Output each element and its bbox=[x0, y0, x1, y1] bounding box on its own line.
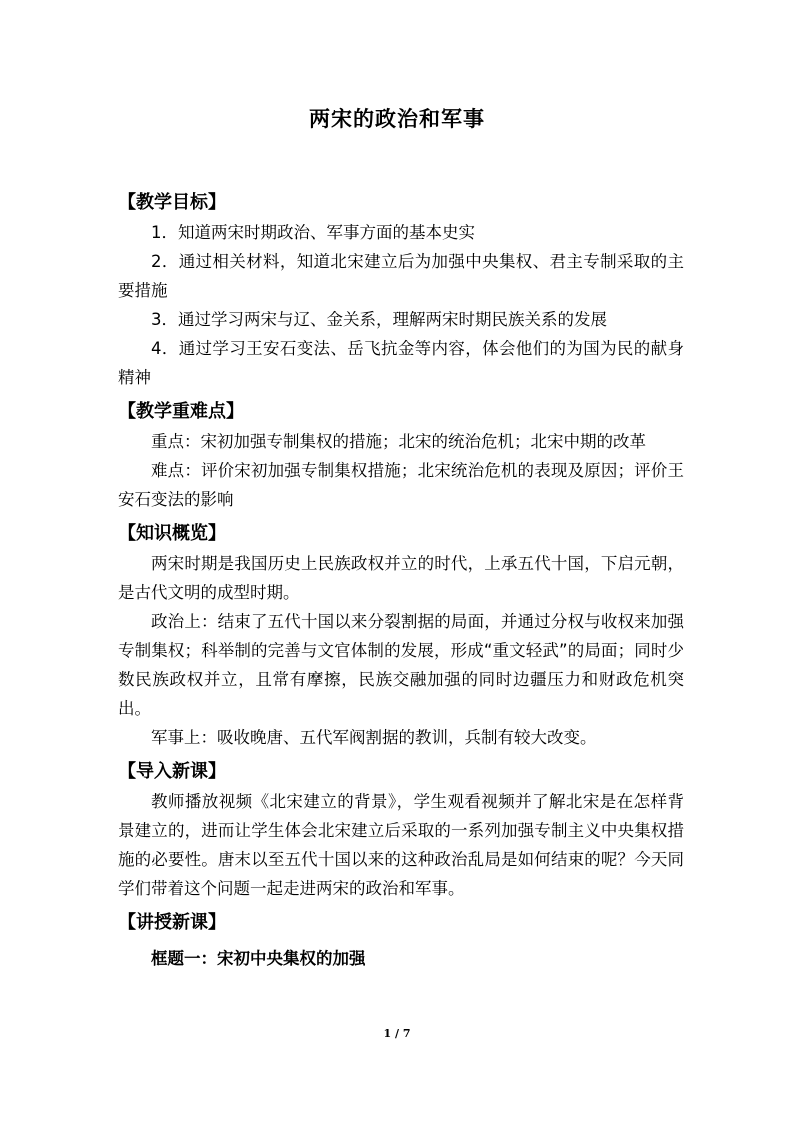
section-heading-objectives: 【教学目标】 bbox=[118, 192, 226, 213]
objective-item-4: 4．通过学习王安石变法、岳飞抗金等内容，体会他们的为国为民的献身精神 bbox=[118, 339, 684, 387]
document-title: 两宋的政治和军事 bbox=[309, 106, 485, 131]
document-body bbox=[118, 186, 684, 977]
section-objectives bbox=[118, 187, 684, 392]
section-heading-lesson: 【讲授新课】 bbox=[118, 912, 226, 933]
page-number: 1 / 7 bbox=[383, 1027, 411, 1040]
section-heading-overview: 【知识概览】 bbox=[118, 523, 226, 544]
overview-paragraph-2: 政治上：结束了五代十国以来分裂割据的局面，并通过分权与收权来加强专制集权；科举制的完善与文官体制的发展，形成“重文轻武”的局面；同时少数民族政权并立，且常有摩擦，民族交融加强的同时边疆压力和财政危机突出。 bbox=[118, 612, 684, 718]
difficult-point-text: 难点：评价宋初加强专制集权措施；北宋统治危机的表现及原因；评价王安石变法的影响 bbox=[118, 461, 684, 509]
key-point-text: 重点：宋初加强专制集权的措施；北宋的统治危机；北宋中期的改革 bbox=[151, 432, 646, 451]
section-key-points bbox=[118, 396, 684, 514]
section-lesson bbox=[118, 907, 684, 973]
section-heading-intro: 【导入新课】 bbox=[118, 761, 226, 782]
overview-paragraph-1: 两宋时期是我国历史上民族政权并立的时代，上承五代十国，下启元朝，是古代文明的成型时期。 bbox=[118, 554, 684, 602]
objective-item-3: 3．通过学习两宋与辽、金关系，理解两宋时期民族关系的发展 bbox=[151, 310, 607, 329]
lesson-subtopic-heading: 框题一：宋初中央集权的加强 bbox=[151, 949, 366, 968]
section-overview bbox=[118, 518, 684, 752]
overview-paragraph-3: 军事上：吸收晚唐、五代军阀割据的教训，兵制有较大改变。 bbox=[151, 728, 597, 747]
intro-paragraph: 教师播放视频《北宋建立的背景》，学生观看视频并了解北宋是在怎样背景建立的，进而让学生体会北宋建立后采取的一系列加强专制主义中央集权措施的必要性。唐末以至五代十国以来的这种政治乱局是如何结束的呢？今天同学们带着这个问题一起走进两宋的政治和军事。 bbox=[118, 792, 684, 898]
section-intro bbox=[118, 756, 684, 903]
objective-item-1: 1．知道两宋时期政治、军事方面的基本史实 bbox=[151, 223, 475, 242]
section-heading-key-points: 【教学重难点】 bbox=[118, 401, 244, 422]
objective-item-2: 2．通过相关材料，知道北宋建立后为加强中央集权、君主专制采取的主要措施 bbox=[118, 252, 684, 300]
